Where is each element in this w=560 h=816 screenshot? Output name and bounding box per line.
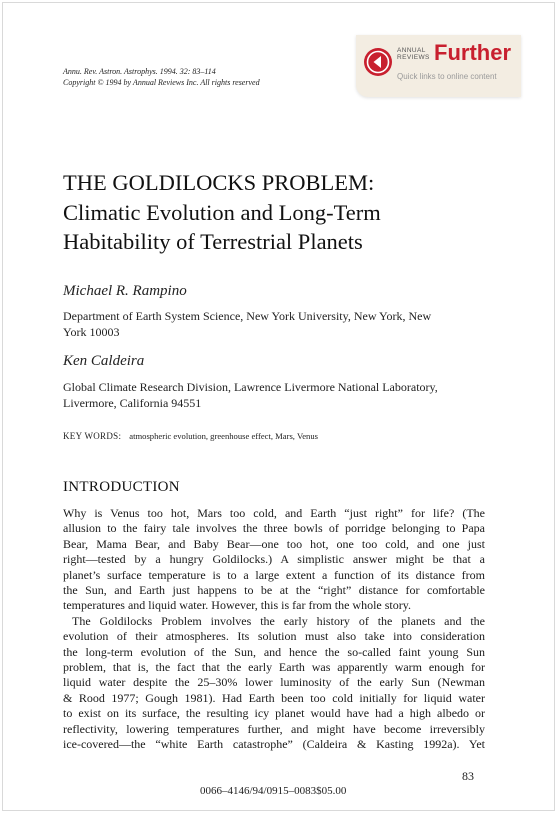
page-number: 83: [462, 769, 474, 783]
issn-code: 0066–4146/94/0915–0083$05.00: [200, 785, 347, 797]
body-line: problem, that is, the fact that the early Earth was apparently warm enough for: [63, 660, 485, 675]
arrow-left-icon: [364, 48, 392, 76]
body-line: the Sun, and Earth just happens to be at the “right” distance for comfortable: [63, 583, 485, 598]
body-line: evolution of their atmospheres. Its solution must also take into consideration: [63, 629, 485, 644]
body-line: right—tested by a hungry Goldilocks.) A simplistic answer might be that a: [63, 552, 485, 567]
body-line: liquid water despite the 25–30% lower luminosity of the early Sun (Newman: [63, 675, 485, 690]
title-line: THE GOLDILOCKS PROBLEM:: [63, 170, 375, 195]
further-wordmark: Further: [434, 40, 511, 65]
keywords-label: KEY WORDS:: [63, 431, 122, 441]
title-line: Habitability of Terrestrial Planets: [63, 229, 363, 254]
author-name: Ken Caldeira: [63, 353, 145, 369]
body-line: Bear, Mama Bear, and Baby Bear—one too hot, one too cold, and one just: [63, 536, 485, 551]
body-line: Why is Venus too hot, Mars too cold, and Earth “just right” for life? (The: [63, 506, 485, 520]
keywords: [63, 431, 318, 441]
body-line: to exist on its surface, the resulting icy planet would have had a high albedo or: [63, 706, 485, 721]
title-line: Climatic Evolution and Long-Term: [63, 199, 381, 225]
journal-citation-line: Annu. Rev. Astron. Astrophys. 1994. 32: 83–114: [63, 67, 216, 76]
body-line: reflectivity, lowering temperatures further, and might have become irreversibly: [63, 721, 485, 736]
body-text: [63, 506, 485, 753]
keywords-list: atmospheric evolution, greenhouse effect, Mars, Venus: [129, 431, 318, 441]
article-title: [63, 168, 381, 257]
body-line: allusion to the fairy tale involves the three bowls of porridge belonging to Papa: [63, 521, 485, 536]
author-affiliation: Department of Earth System Science, New York University, New York, New York 10003: [63, 309, 432, 339]
author-affiliation: Global Climate Research Division, Lawrence Livermore National Laboratory, Livermore, California 94551: [63, 380, 438, 410]
body-line: planet’s surface temperature is to a large extent a function of its distance from: [63, 567, 485, 582]
copyright-line: Copyright © 1994 by Annual Reviews Inc. All rights reserved: [63, 77, 260, 87]
body-line: The Goldilocks Problem involves the early history of the planets and the: [72, 613, 485, 628]
body-line: ice-covered—the “white Earth catastrophe” (Caldeira & Kasting 1992a). Yet: [63, 737, 485, 752]
section-heading: INTRODUCTION: [63, 479, 180, 495]
body-line: & Rood 1977; Gough 1981). Had Earth been too cold initially for liquid water: [63, 690, 485, 705]
body-line: temperatures and liquid water. However, this is far from the whole story.: [63, 598, 411, 613]
body-line: the long-term evolution of the Sun, and hence the so-called faint young Sun: [63, 644, 485, 659]
further-subtitle: Quick links to online content: [397, 72, 497, 81]
annual-reviews-further-link[interactable]: [356, 35, 521, 97]
journal-citation: [63, 67, 260, 88]
author-name: Michael R. Rampino: [63, 283, 187, 299]
annual-reviews-label: ANNUAL REVIEWS: [397, 47, 430, 61]
